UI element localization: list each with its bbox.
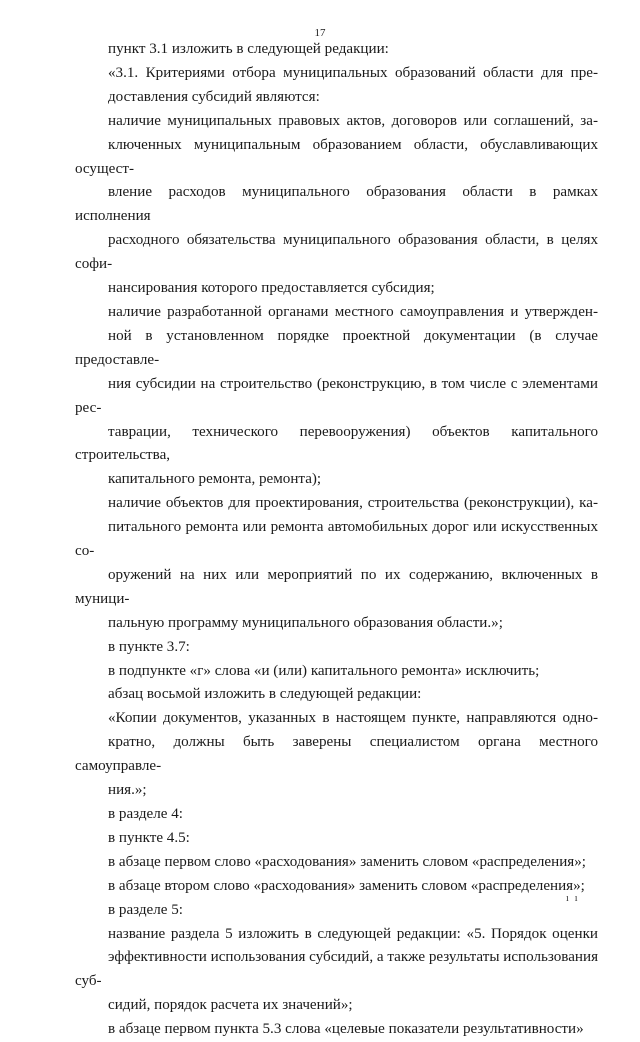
- text-line: в разделе 4:: [108, 806, 183, 822]
- text-line: эффективности использования субсидий, а также результаты использования суб-: [75, 949, 599, 990]
- corner-marks: [566, 893, 584, 904]
- text-line: сидий, порядок расчета их значений»;: [108, 997, 353, 1014]
- paragraph: [75, 875, 598, 899]
- text-line: питального ремонта или ремонта автомобильных дорог или искусственных со-: [75, 519, 598, 560]
- paragraph: [75, 110, 598, 301]
- text-line: ния субсидии на строительство (реконструкцию, в том числе с элементами рес-: [75, 375, 598, 416]
- text-line: оружений на них или мероприятий по их содержанию, включенных в муници-: [75, 566, 598, 607]
- text-line: ключенных муниципальным образованием области, обуславливающих осущест-: [75, 136, 598, 177]
- scan-mark-icon: ı: [574, 893, 584, 904]
- text-line: пункт 3.1 изложить в следующей редакции:: [108, 41, 389, 57]
- paragraph: [75, 1018, 598, 1042]
- text-line: наличие разработанной органами местного самоуправления и утвержден-: [108, 303, 598, 320]
- text-line: таврации, технического перевооружения) объектов капитального строительства,: [75, 423, 598, 464]
- page-number: 17: [314, 27, 326, 39]
- text-line: название раздела 5 изложить в следующей редакции: «5. Порядок оценки: [108, 925, 598, 942]
- document-body: [75, 38, 598, 1042]
- text-line: расходного обязательства муниципального образования области, в целях софи-: [75, 232, 598, 273]
- paragraph: [75, 636, 598, 660]
- text-line: в абзаце первом слово «расходования» заменить словом «распределения»;: [108, 853, 586, 870]
- text-line: ной в установленном порядке проектной документации (в случае предоставле-: [75, 327, 598, 368]
- text-line: кратно, должны быть заверены специалистом органа местного самоуправле-: [75, 734, 598, 775]
- text-line: в абзаце втором слово «расходования» заменить словом «распределения»;: [108, 877, 585, 894]
- text-line: «3.1. Критериями отбора муниципальных образований области для пре-: [108, 64, 598, 81]
- paragraph: [75, 707, 598, 803]
- paragraph: [75, 62, 598, 110]
- paragraph: [75, 899, 598, 923]
- paragraph: [75, 923, 598, 1019]
- text-line: нансирования которого предоставляется субсидия;: [108, 280, 435, 297]
- text-line: в подпункте «г» слова «и (или) капитального ремонта» исключить;: [108, 662, 540, 679]
- text-line: абзац восьмой изложить в следующей редакции:: [108, 686, 422, 703]
- text-line: «Копии документов, указанных в настоящем пункте, направляются одно-: [108, 710, 598, 727]
- paragraph: [75, 301, 598, 492]
- text-line: капитального ремонта, ремонта);: [108, 471, 322, 488]
- text-line: в пункте 3.7:: [108, 638, 190, 655]
- paragraph: [75, 803, 598, 827]
- text-line: в разделе 5:: [108, 901, 183, 918]
- paragraph: [75, 683, 598, 707]
- text-line: доставления субсидий являются:: [108, 88, 320, 105]
- text-line: вление расходов муниципального образования области в рамках исполнения: [75, 184, 598, 225]
- text-line: наличие объектов для проектирования, строительства (реконструкции), ка-: [108, 495, 598, 512]
- text-line: ния.»;: [108, 782, 147, 799]
- paragraph: [75, 827, 598, 851]
- text-line: пальную программу муниципального образования области.»;: [108, 614, 503, 631]
- scan-mark-icon: ı: [566, 893, 575, 904]
- paragraph: [75, 38, 598, 62]
- text-line: в абзаце первом пункта 5.3 слова «целевые показатели результативности»: [108, 1021, 584, 1038]
- paragraph: [75, 492, 598, 635]
- text-line: наличие муниципальных правовых актов, договоров или соглашений, за-: [108, 112, 598, 129]
- text-line: в пункте 4.5:: [108, 829, 190, 846]
- paragraph: [75, 660, 598, 684]
- paragraph: [75, 851, 598, 875]
